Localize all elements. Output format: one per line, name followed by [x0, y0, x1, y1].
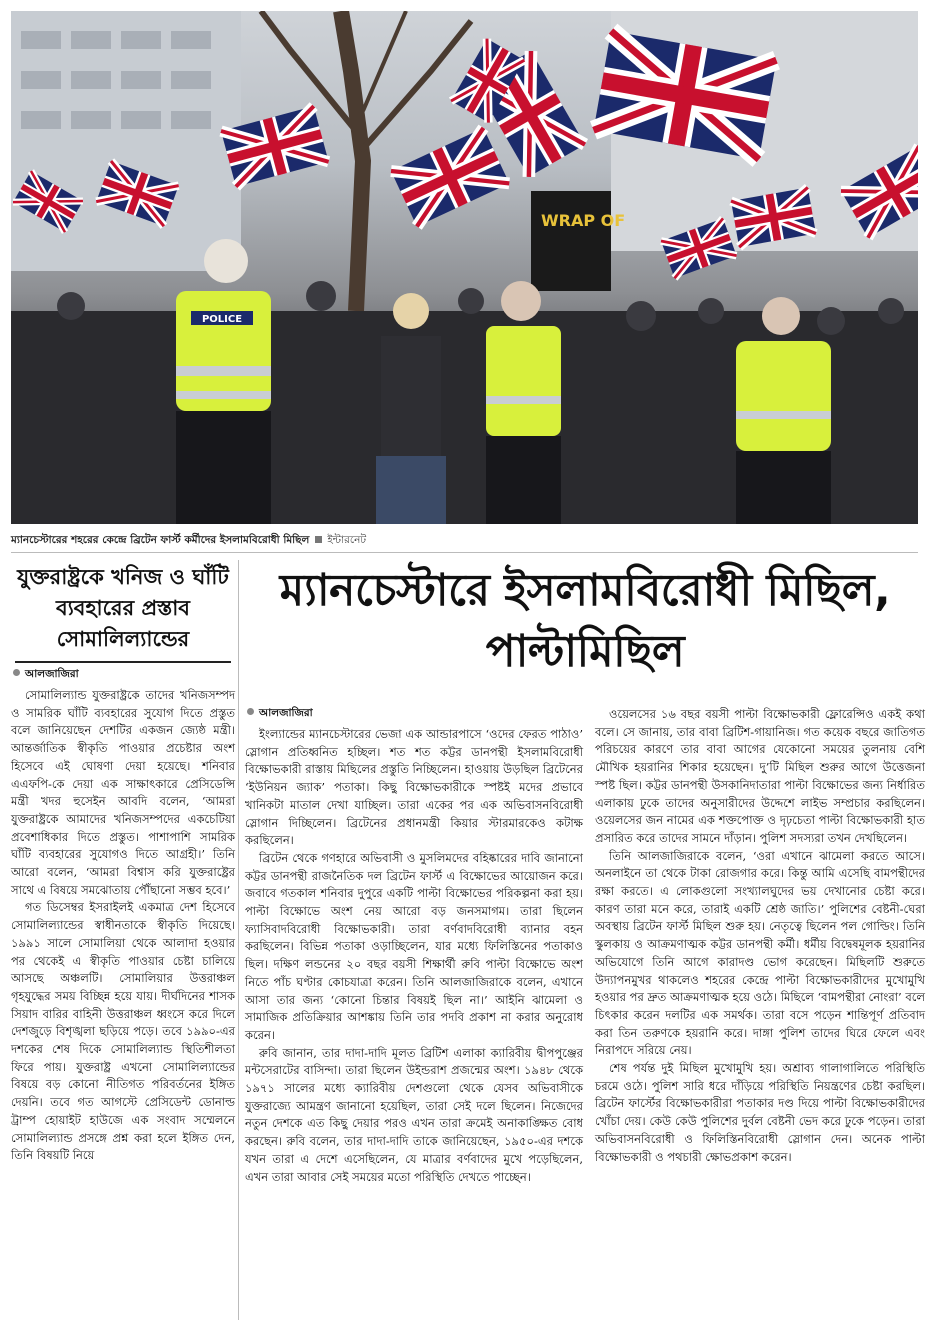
main-article-body-1 — [245, 726, 583, 1186]
building-left — [11, 11, 241, 271]
main-article-headline: ম্যানচেস্টারে ইসলামবিরোধী মিছিল, পাল্টামিছিল — [279, 565, 891, 677]
paragraph: গত ডিসেম্বর ইসরাইলই একমাত্র দেশ হিসেবে সোমালিল্যান্ডের স্বাধীনতাকে স্বীকৃতি দিয়েছে। ১৯৯১ সালে সোমালিয়া থেকে আলাদা হওয়ার পর থেকেই এ স্বীকৃতি পাওয়ার চেষ্টা চালিয়ে আসছে অঞ্চলটি। সোমালিয়ার উত্তরাঞ্চল গৃহযুদ্ধের সময় বিচ্ছিন্ন হয়ে যায়। দীর্ঘদিনের শাসক সিয়াদ বারির বাহিনী উত্তরাঞ্চল ধ্বংসে করে দিলে দেশজুড়ে বিশৃঙ্খলা ছড়িয়ে পড়ে। তবে ১৯৯০-এর দশকের শেষ দিকে সোমালিল্যান্ড স্থিতিশীলতা ফিরে পায়। যুক্তরাষ্ট্র এখনো সোমালিল্যান্ডের বিষয়ে বড় কোনো নীতিগত পরিবর্তনের ইঙ্গিত দেয়নি। তবে গত আগস্টে প্রেসিডেন্ট ডোনাল্ড ট্রাম্প হোয়াইট হাউজে এক সংবাদ সম্মেলনে সোমালিল্যান্ড প্রসঙ্গে প্রশ্ন করা হলে ইঙ্গিত দেন, তিনি বিষয়টি নিয়ে — [11, 900, 235, 1163]
side-article — [11, 560, 235, 1165]
caption-divider — [11, 552, 918, 553]
police-vest-label: POLICE — [201, 314, 243, 325]
side-article-byline — [13, 667, 235, 684]
side-article-body — [11, 687, 235, 1165]
caption-text: ম্যানচেস্টারের শহরের কেন্দ্রে ব্রিটেন ফার্স্ট কর্মীদের ইসলামবিরোধী মিছিল — [11, 534, 310, 546]
news-photo — [11, 11, 918, 524]
byline-text: আলজাজিরা — [259, 707, 313, 719]
paragraph: সোমালিল্যান্ড যুক্তরাষ্ট্রকে তাদের খনিজসম্পদ ও সামরিক ঘাঁটি ব্যবহারের সুযোগ দিতে প্রস্তুত বলে জানিয়েছেন দেশটির একজন জ্যেষ্ঠ মন্ত্রী। আন্তর্জাতিক স্বীকৃতি পাওয়ার প্রচেষ্টার অংশ হিসেবে এই ঘোষণা দেয়া হয়েছে। শনিবার এএফপি-কে দেয়া এক সাক্ষাৎকারে প্রেসিডেন্সি মন্ত্রী খদর হুসেইন আবদি বলেন, ‘আমরা যুক্তরাষ্ট্রকে আমাদের খনিজসম্পদের একচেটিয়া প্রবেশাধিকার দিতে প্রস্তুত। পাশাপাশি সামরিক ঘাঁটি ব্যবহারের সুযোগও দিতে আগ্রহী।’ তিনি আরো বলেন, ‘আমরা বিশ্বাস করি যুক্তরাষ্ট্রের সাথে এ বিষয়ে সমঝোতায় পৌঁছানো সম্ভব হবে।’ — [11, 688, 235, 897]
paragraph: শেষ পর্যন্ত দুই মিছিল মুখোমুখি হয়। অশ্রাব্য গালাগালিতে পরিস্থিতি চরমে ওঠে। পুলিশ সারি ধরে দাঁড়িয়ে পরিস্থিতি নিয়ন্ত্রণের চেষ্টা করছিল। ব্রিটেন ফার্স্টের বিক্ষোভকারীরা পতাকার দণ্ড দিয়ে পাল্টা বিক্ষোভকারীদের খোঁচা দেয়। কেউ কেউ পুলিশের দুর্বল বেষ্টনী ভেদ করে ঢুকে পড়েন। তারা অভিবাসনবিরোধী ও ফিলিস্তিনবিরোধী স্লোগান দেন। অনেক পাল্টা বিক্ষোভকারী ও পথচারী ক্ষোভপ্রকাশ করেন। — [595, 1061, 925, 1164]
protest-photo-illustration — [11, 11, 918, 524]
column-divider — [238, 560, 239, 1320]
police-officer-left — [176, 239, 271, 524]
paragraph: ইংল্যান্ডের ম্যানচেস্টারের ভেজা এক আন্ডারপাসে ‘ওদের ফেরত পাঠাও’ স্লোগান প্রতিধ্বনিত হচ্ছিল। শত শত কট্টর ডানপন্থী ইসলামবিরোধী বিক্ষোভকারী রাস্তায় মিছিলের প্রস্তুতি নিচ্ছিলেন। হাওয়ায় উড়ছিল ব্রিটেনের ‘ইউনিয়ন জ্যাক’ পতাকা। কিছু বিক্ষোভকারীকে স্পষ্টই মদের প্রভাবে খানিকটা মাতাল দেখা যাচ্ছিল। তারা একের পর এক অভিবাসনবিরোধী স্লোগান দিচ্ছিলেন। ব্রিটেনের প্রধানমন্ত্রী কিয়ার স্টারমারকেও কটাক্ষ করছিলেন। — [245, 727, 583, 848]
photo-caption — [11, 533, 918, 550]
side-headline-rule — [15, 661, 231, 663]
main-article-column-2 — [595, 706, 925, 1166]
paragraph: তিনি আলজাজিরাকে বলেন, ‘ওরা এখানে ঝামেলা করতে আসে। অনলাইনে তা থেকে টাকা রোজগার করে। কিন্তু আমি এসেছি বামপন্থীদের রক্ষা করতে। এ লোকগুলো সংখ্যালঘুদের ভয় দেখানোর চেষ্টা করে। কারণ তারা মনে করে, তারাই একটি শ্রেষ্ঠ জাতি।’ পুলিশের বেষ্টনী-ঘেরা অবস্থায় ব্রিটেন ফার্স্ট মিছিল শুরু হয়। নেতৃত্বে ছিলেন পল গোল্ডিং। তিনি স্কুলকায় ও আক্রমণাত্মক কট্টর ডানপন্থী কর্মী। ধর্মীয় বিদ্বেষমূলক হয়রানির অভিযোগে তিনি আগে কারাদণ্ড ভোগ করেছেন। মিছিলটি শুরুতে উদ্যাপনমুখর থাকলেও শহরের কেন্দ্রে পাল্টা বিক্ষোভকারীদের মুখোমুখি হওয়ার পর দ্রুত আক্রমণাত্মক হয়ে ওঠে। মিছিলে ‘বামপন্থীরা নোংরা’ বলে চিৎকার করেন দলটির এক সমর্থক। তারা বসে পড়েন শান্তিপূর্ণ প্রতিবাদ করা তিন তরুণকে হয়রানি করে। দাঙ্গা পুলিশ তাদের ঘিরে ফেলে এবং নিরাপদে সরিয়ে নেয়। — [595, 848, 925, 1058]
main-article-column-1 — [245, 706, 583, 1186]
byline-text: আলজাজিরা — [25, 668, 79, 680]
bullet-icon — [247, 708, 254, 715]
paragraph: ব্রিটেন থেকে গণহারে অভিবাসী ও মুসলিমদের বহিষ্কারের দাবি জানানো কট্টর ডানপন্থী রাজনৈতিক দল ব্রিটেন ফার্স্ট এ বিক্ষোভের আয়োজন করে। জবাবে গতকাল শনিবার দুপুরে একটি পাল্টা বিক্ষোভের পরিকল্পনা করা হয়। পাল্টা বিক্ষোভে অংশ নেয় আরো বড় জনসমাগম। তারা ছিলেন ফ্যাসিবাদবিরোধী বিক্ষোভকারী। তারা বর্ণবাদবিরোধী ব্যানার বহন করছিলেন। বিভিন্ন পতাকা ওড়াচ্ছিলেন, যার মধ্যে ফিলিস্তিনের পতাকাও ছিল। দক্ষিণ লন্ডনের ২০ বছর বয়সী শিক্ষার্থী রুবি পাল্টা বিক্ষোভে অংশ নিতে পাঁচ ঘণ্টার কোচযাত্রা করেন। তিনি আলজাজিরাকে বলেন, এখানে আসা তার জন্য ‘কোনো চিন্তার বিষয়ই ছিল না।’ আইনি ঝামেলা ও সামাজিক প্রতিক্রিয়ার আশঙ্কায় তিনি তার পদবি প্রকাশ না করার অনুরোধ করেন। — [245, 850, 583, 1042]
side-article-headline: যুক্তরাষ্ট্রকে খনিজ ও ঘাঁটি ব্যবহারের প্রস্তাব সোমালিল্যান্ডের — [17, 565, 229, 651]
bullet-icon — [13, 669, 20, 676]
banner-text: WRAP OF — [541, 211, 626, 230]
paragraph: রুবি জানান, তার দাদা-দাদি মূলত ব্রিটিশ এলাকা ক্যারিবীয় দ্বীপপুঞ্জের মন্টসেরাটের বাসিন্দা। তারা ছিলেন উইন্ডরাশ প্রজন্মের অংশ। ১৯৪৮ থেকে ১৯৭১ সালের মধ্যে ক্যারিবীয় দেশগুলো থেকে যেসব অভিবাসীকে যুক্তরাজ্যে আমন্ত্রণ জানানো হয়েছিল, তারা সেই দলে ছিলেন। নিজেদের নতুন দেশকে এত কিছু দেয়ার পরও এখন তারা ক্রমেই অনাকাঙ্ক্ষিত বোধ করছেন। রুবি বলেন, তার দাদা-দাদি তাকে জানিয়েছেন, ১৯৫০-এর দশকে যখন তারা এ দেশে এসেছিলেন, যে মাত্রার বর্ণবাদের মুখে পড়েছিলেন, এখন তারা আবার সেই সময়ের মতো পরিস্থিতি দেখতে পাচ্ছেন। — [245, 1045, 583, 1184]
paragraph: ওয়েলসের ১৬ বছর বয়সী পাল্টা বিক্ষোভকারী ফ্লোরেন্সিও একই কথা বলে। সে জানায়, তার বাবা ব্রিটিশ-গায়ানিজ। গত কয়েক বছরে জাতিগত পরিচয়ের কারণে তার বাবা আগের যেকোনো সময়ের তুলনায় বেশি মৌখিক হয়রানির শিকার হয়েছেন। দু’টি মিছিল শুরুর আগে উত্তেজনা স্পষ্ট ছিল। কট্টর ডানপন্থী উসকানিদাতারা পাল্টা বিক্ষোভের জন্য নির্ধারিত এলাকায় ঢুকে তাদের অনুসারীদের উদ্দেশে লাইভ সম্প্রচার করছিলেন। ওয়েলসের জন নামের এক শক্তপোক্ত ও দৃঢ়চেতা পাল্টা বিক্ষোভকারী হাত প্রসারিত করে তাদের সামনে দাঁড়ান। পুলিশ সদস্যরা তখন দেখছিলেন। — [595, 707, 925, 845]
photo-credit: ইন্টারনেট — [327, 534, 367, 546]
main-article-byline — [247, 706, 583, 723]
main-article-body-2 — [595, 706, 925, 1166]
caption-separator — [315, 536, 322, 543]
